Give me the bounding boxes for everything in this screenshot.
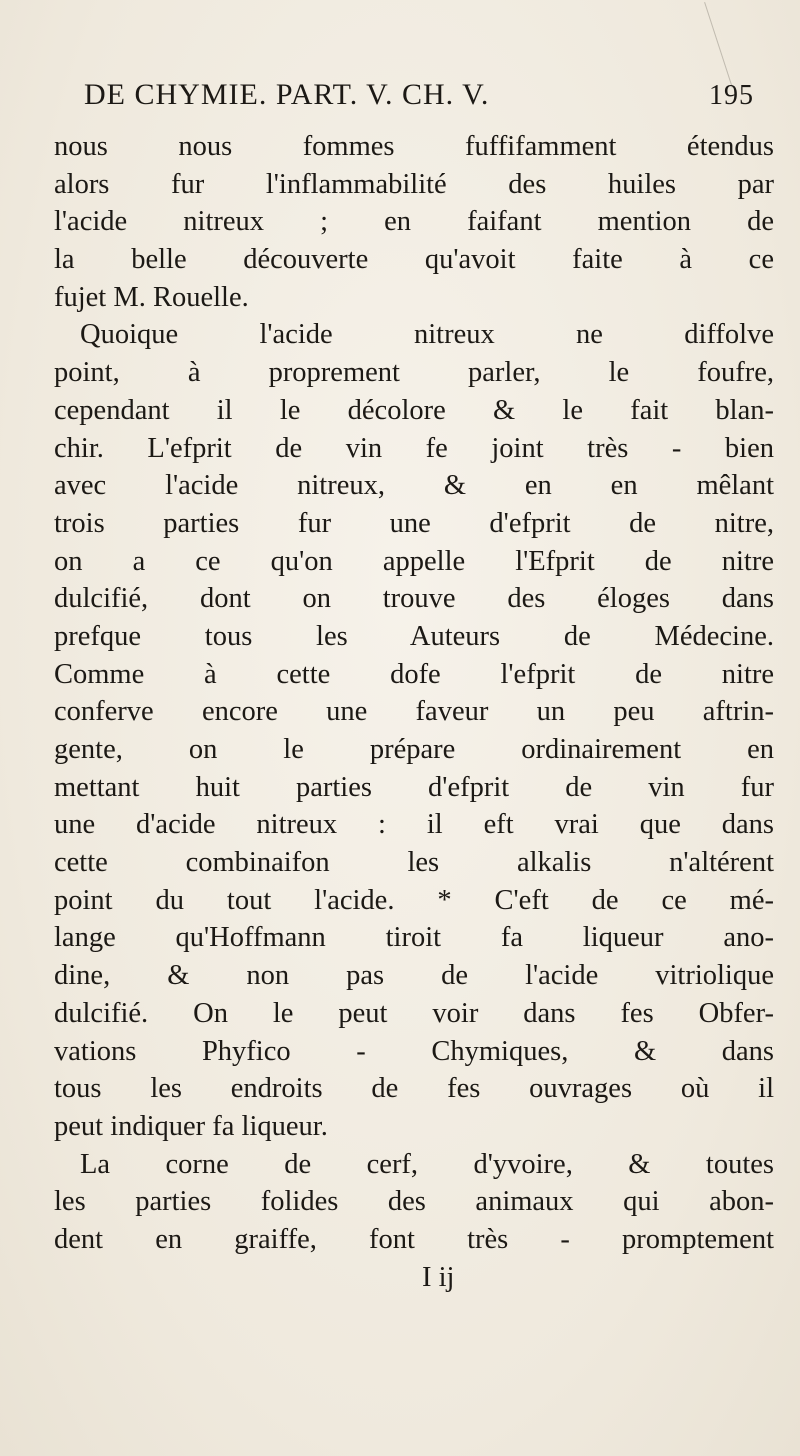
text-line: dine, & non pas de l'acide vitriolique	[54, 960, 774, 992]
text-line: la belle découverte qu'avoit faite à ce	[54, 244, 774, 276]
text-line: peut indiquer fa liqueur.	[54, 1110, 328, 1142]
text-line: prefque tous les Auteurs de Médecine.	[54, 620, 774, 652]
text-line: cette combinaifon les alkalis n'altérent	[54, 847, 774, 879]
text-line: fujet M. Rouelle.	[54, 281, 249, 313]
page-edge-mark	[704, 2, 733, 88]
text-line: vations Phyfico - Chymiques, & dans	[54, 1035, 774, 1067]
text-line: les parties folides des animaux qui abon-	[54, 1186, 774, 1218]
text-line: chir. L'efprit de vin fe joint très - bien	[54, 432, 774, 464]
text-line: nous nous fommes fuffifamment étendus	[54, 131, 774, 162]
text-line: tous les endroits de fes ouvrages où il	[54, 1073, 774, 1105]
text-line: trois parties fur une d'efprit de nitre,	[54, 507, 774, 539]
page-number: 195	[709, 80, 754, 111]
text-line: alors fur l'inflammabilité des huiles par	[54, 168, 774, 200]
text-line: l'acide nitreux ; en faifant mention de	[54, 206, 774, 238]
text-line: dent en graiffe, font très - promptement	[54, 1223, 774, 1255]
text-line: dulcifié. On le peut voir dans fes Obfer-	[54, 997, 774, 1029]
text-line: mettant huit parties d'efprit de vin fur	[54, 771, 774, 803]
text-line: La corne de cerf, d'yvoire, & toutes	[80, 1148, 774, 1180]
text-line: on a ce qu'on appelle l'Efprit de nitre	[54, 545, 774, 577]
text-line: cependant il le décolore & le fait blan-	[54, 394, 774, 426]
text-line: dulcifié, dont on trouve des éloges dans	[54, 583, 774, 615]
page-header	[84, 78, 754, 122]
body-text	[54, 128, 774, 1296]
text-line: lange qu'Hoffmann tiroit fa liqueur ano-	[54, 922, 774, 954]
text-line: une d'acide nitreux : il eft vrai que dans	[54, 809, 774, 841]
text-line: Comme à cette dofe l'efprit de nitre	[54, 658, 774, 690]
text-line: point du tout l'acide. * C'eft de ce mé-	[54, 884, 774, 916]
text-line: point, à proprement parler, le foufre,	[54, 357, 774, 389]
text-line: gente, on le prépare ordinairement en	[54, 734, 774, 765]
text-line: avec l'acide nitreux, & en en mêlant	[54, 470, 774, 502]
text-line: Quoique l'acide nitreux ne diffolve	[80, 319, 774, 351]
running-head: DE CHYMIE. PART. V. CH. V.	[84, 78, 490, 111]
signature-mark: I ij	[422, 1261, 455, 1293]
text-line: conferve encore une faveur un peu aftrin-	[54, 696, 774, 728]
